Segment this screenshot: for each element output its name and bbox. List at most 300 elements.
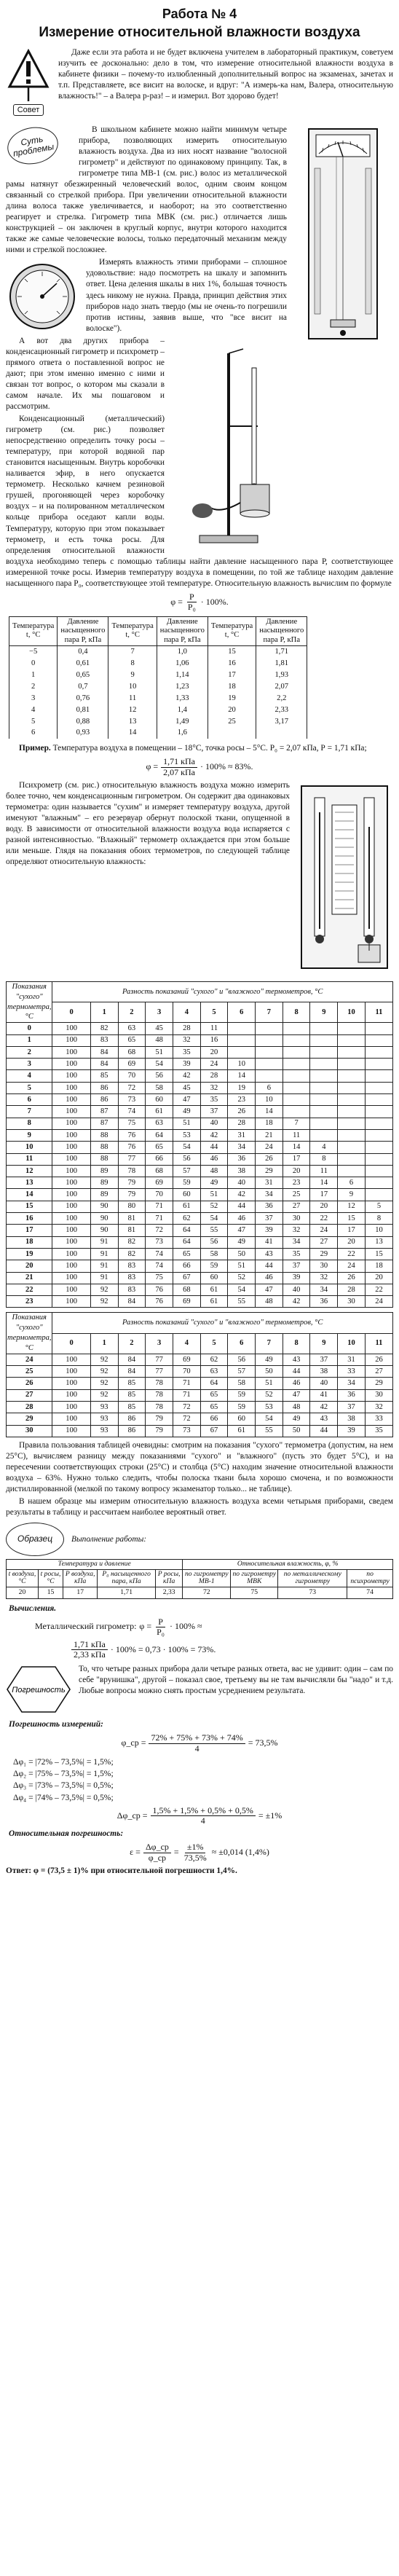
dew-header-2: Давление насыщенного пара P, кПа	[58, 617, 108, 646]
psy-cell: 79	[118, 1177, 146, 1189]
psy-cell	[310, 1106, 338, 1118]
results-group-2: Относительная влажность, φ, %	[183, 1560, 393, 1570]
psy-cell	[283, 1023, 310, 1034]
psy-cell: 72	[173, 1413, 200, 1425]
psy-cell: 26	[365, 1354, 392, 1365]
psy-col-header: 11	[365, 1002, 392, 1023]
mean-fraction	[149, 1733, 245, 1753]
psy-cell: 65	[118, 1034, 146, 1046]
psy-cell: 43	[256, 1248, 283, 1260]
psy-cell: 100	[52, 1366, 90, 1378]
psy-row-temp: 1	[7, 1034, 52, 1046]
psy-cell: 47	[228, 1225, 256, 1236]
dew-cell: 0,61	[58, 658, 108, 669]
psy-row-temp: 17	[7, 1225, 52, 1236]
psy-cell: 34	[338, 1378, 366, 1389]
psy-cell: 36	[228, 1153, 256, 1165]
dew-cell: 1,33	[157, 693, 208, 704]
psy-row	[7, 1118, 393, 1129]
dew-cell: 1,6	[157, 727, 208, 739]
relative-error-formula	[6, 1842, 393, 1862]
errors-heading: Погрешность измерений:	[9, 1720, 103, 1729]
psy-cell: 100	[52, 1260, 90, 1272]
calc-line2-tail: · 100% = 0,73 · 100% = 73%.	[110, 1644, 216, 1654]
psy-cell: 57	[173, 1165, 200, 1177]
psy-cell: 37	[256, 1213, 283, 1225]
example1-paragraph	[6, 743, 393, 754]
example1-lhs: φ =	[146, 761, 159, 772]
psy-cell: 100	[52, 1082, 90, 1093]
dew-row	[9, 658, 307, 669]
psy-cell: 35	[365, 1425, 392, 1437]
psy-cell: 40	[310, 1378, 338, 1389]
psy-cell: 51	[256, 1378, 283, 1389]
psy-cell: 16	[200, 1034, 228, 1046]
psy-cell: 100	[52, 1296, 90, 1308]
psy-cell: 86	[118, 1413, 146, 1425]
psy-cell: 56	[200, 1236, 228, 1248]
psy-cell: 34	[310, 1284, 338, 1295]
warning-sign-icon	[7, 49, 50, 103]
results-cell: 72	[183, 1587, 231, 1598]
psy-cell: 84	[118, 1354, 146, 1365]
results-cell: 73	[278, 1587, 347, 1598]
errors-label: Погрешность	[12, 1686, 66, 1695]
psy-row	[7, 1389, 393, 1401]
psy-cell: 42	[228, 1189, 256, 1201]
psy-cell	[310, 1059, 338, 1070]
psy-row	[7, 1094, 393, 1106]
calc-line2-den: 2,33 кПа	[74, 1649, 106, 1660]
dew-row	[9, 727, 307, 739]
psy-cell	[365, 1165, 392, 1177]
psy-cell: 63	[200, 1366, 228, 1378]
results-cell: 17	[63, 1587, 98, 1598]
psy-row-temp: 26	[7, 1378, 52, 1389]
psy-cell: 74	[146, 1260, 173, 1272]
dew-cell: 2,33	[256, 704, 307, 716]
psy-col-header: 3	[146, 1002, 173, 1023]
psy-row-temp: 21	[7, 1272, 52, 1284]
dew-cell: 0,7	[58, 681, 108, 693]
psy-cell: 77	[146, 1354, 173, 1365]
dew-cell: 2,2	[256, 693, 307, 704]
errors-badge	[6, 1664, 71, 1715]
dew-cell: 0,76	[58, 693, 108, 704]
psy-row-temp: 4	[7, 1070, 52, 1082]
psy-cell: 81	[118, 1213, 146, 1225]
psy-cell	[283, 1094, 310, 1106]
psy-cell: 52	[256, 1389, 283, 1401]
psy-cell	[310, 1046, 338, 1058]
psy-cell: 32	[283, 1225, 310, 1236]
psy-cell: 31	[228, 1129, 256, 1141]
example1-result: · 100% ≈ 83%.	[200, 761, 253, 772]
psy-cell: 8	[365, 1213, 392, 1225]
psy-cell: 20	[310, 1201, 338, 1212]
psy-cell	[283, 1059, 310, 1070]
psy-row	[7, 1366, 393, 1378]
example1-fraction	[161, 757, 197, 777]
psy-cell: 11	[283, 1129, 310, 1141]
psy-cell: 62	[173, 1213, 200, 1225]
mean-tail: = 73,5%	[248, 1737, 278, 1748]
psy-col-header: 5	[200, 1333, 228, 1354]
psy-cell: 44	[256, 1260, 283, 1272]
psy-cell: 61	[200, 1284, 228, 1295]
psy-cell: 52	[200, 1201, 228, 1212]
dew-cell: 2,07	[256, 681, 307, 693]
psy-cell: 31	[338, 1354, 366, 1365]
psy-cell: 60	[200, 1272, 228, 1284]
psy-cell: 67	[173, 1272, 200, 1284]
psy-cell: 58	[200, 1248, 228, 1260]
psy-cell: 100	[52, 1402, 90, 1413]
psy-cell: 39	[256, 1225, 283, 1236]
psy-cell	[365, 1189, 392, 1201]
psy-cell	[365, 1034, 392, 1046]
psy-cell: 14	[228, 1070, 256, 1082]
psy1-corner: Показания "сухого" термометра, °C	[7, 981, 52, 1022]
psy-row	[7, 1272, 393, 1284]
results-col-header: P росы, кПа	[155, 1569, 182, 1587]
psy-cell: 100	[52, 1165, 90, 1177]
psy-cell: 36	[310, 1296, 338, 1308]
psy-row	[7, 1413, 393, 1425]
psy-cell: 100	[52, 1201, 90, 1212]
psy-cell: 66	[146, 1153, 173, 1165]
psy-row-temp: 8	[7, 1118, 52, 1129]
psy-cell	[338, 1070, 366, 1082]
psy-cell: 100	[52, 1236, 90, 1248]
psy-cell: 46	[200, 1153, 228, 1165]
psy-row-temp: 29	[7, 1413, 52, 1425]
psychrometer-usage-1: Правила пользования таблицей очевидны: смотрим на показания "сухого" термометра (допустим, на нем 25°С), вычисляем разницу между показаниями "сухого" и "влажного" (пусть это будет 5°С), и на пересечении соответствующих строки (25°С) и столбца (5°С) находим значение относительной влажности воздуха – 63%. Нужно только следить, чтобы полоска ткани была хорошо смочена, и по возможности дистиллированной (мелкой по такому вопросу экзаменатор только... не таблице).	[6, 1440, 393, 1494]
psy-cell: 24	[310, 1225, 338, 1236]
mean-formula	[6, 1733, 393, 1753]
psy-row	[7, 1378, 393, 1389]
psy-cell	[228, 1046, 256, 1058]
psy-row	[7, 1354, 393, 1365]
results-col-header: по гигрометру МВ-1	[183, 1569, 231, 1587]
psy-cell: 69	[173, 1296, 200, 1308]
errors-intro: То, что четыре разных прибора дали четыре разных ответа, вас не удивит: один – сам по себе "врунишка", другой – показал свое, третьему вы не там вычисляли бы "надо" и т.д. Любые вопросы можно снять простым усреднением результата.	[79, 1665, 393, 1696]
psy-cell: 44	[200, 1142, 228, 1153]
results-cell: 20	[7, 1587, 39, 1598]
psy-row-temp: 30	[7, 1425, 52, 1437]
dew-cell: 13	[108, 716, 157, 728]
psy-col-header: 2	[118, 1333, 146, 1354]
psy-cell: 100	[52, 1106, 90, 1118]
psy-cell: 21	[256, 1129, 283, 1141]
psy-cell: 87	[90, 1106, 118, 1118]
psy-cell: 100	[52, 1070, 90, 1082]
results-col-header: t воздуха, °C	[7, 1569, 39, 1587]
psychrometric-table-1	[6, 981, 393, 1308]
psy-cell: 100	[52, 1225, 90, 1236]
psy-cell: 65	[173, 1248, 200, 1260]
psy-cell	[338, 1129, 366, 1141]
psy-cell	[365, 1118, 392, 1129]
psy-row-temp: 25	[7, 1366, 52, 1378]
psy-cell: 80	[118, 1201, 146, 1212]
psy-col-header: 7	[256, 1333, 283, 1354]
psy-cell: 100	[52, 1272, 90, 1284]
psy-cell: 48	[256, 1296, 283, 1308]
psy-cell: 86	[90, 1082, 118, 1093]
psy-cell: 28	[200, 1070, 228, 1082]
advice-label: Совет	[13, 104, 44, 117]
psy-cell: 78	[118, 1165, 146, 1177]
calc-line1-lhs: φ =	[139, 1621, 152, 1632]
psy-cell	[228, 1023, 256, 1034]
psy-row	[7, 1082, 393, 1093]
formula1-fraction	[186, 592, 198, 612]
psy-cell	[256, 1034, 283, 1046]
psy-cell: 22	[310, 1213, 338, 1225]
psy-cell: 83	[90, 1034, 118, 1046]
psy-cell	[256, 1046, 283, 1058]
psy-cell: 85	[90, 1070, 118, 1082]
psy-cell: 27	[283, 1201, 310, 1212]
dew-cell: 3,17	[256, 716, 307, 728]
psy-row-temp: 20	[7, 1260, 52, 1272]
psy-cell: 90	[90, 1225, 118, 1236]
psy-cell: 68	[118, 1046, 146, 1058]
psy-row-temp: 0	[7, 1023, 52, 1034]
dew-header-4: Давление насыщенного пара P, кПа	[157, 617, 208, 646]
results-cell: 75	[231, 1587, 278, 1598]
psy-cell: 36	[256, 1201, 283, 1212]
psy-cell	[310, 1094, 338, 1106]
psy-col-header: 4	[173, 1002, 200, 1023]
psy-cell	[310, 1118, 338, 1129]
psy-cell: 76	[118, 1129, 146, 1141]
psy-cell: 92	[90, 1366, 118, 1378]
results-row	[7, 1587, 393, 1598]
psy-cell: 9	[338, 1189, 366, 1201]
psy-cell: 78	[146, 1378, 173, 1389]
psy-cell	[338, 1023, 366, 1034]
example1-lead: Пример.	[19, 744, 51, 753]
psy-cell	[310, 1023, 338, 1034]
psy-row	[7, 1023, 393, 1034]
results-col-header: P₀ насыщенного пара, кПа	[98, 1569, 156, 1587]
psy-row	[7, 1129, 393, 1141]
psy-cell: 10	[365, 1225, 392, 1236]
problem-paragraph-2: Измерять влажность этими приборами – сплошное удовольствие: надо посмотреть на шкалу и запомнить ответ. Цена деления шкалы в них 1%, большая точность здесь никому не нужна. Правда, принцип действия этих приборов надо знать твердо (мы не очень-то погрешили против истины, заявив выше, что "все висит на волоске").	[86, 258, 287, 333]
psy-cell: 37	[338, 1402, 366, 1413]
results-cell: 1,71	[98, 1587, 156, 1598]
psy-cell: 56	[146, 1070, 173, 1082]
dew-cell: 1,4	[157, 704, 208, 716]
mean-err-fraction	[151, 1806, 256, 1826]
psy2-group: Разность показаний "сухого" и "влажного" термометров, °C	[52, 1313, 393, 1333]
formula1-tail: · 100%.	[200, 596, 229, 607]
psy-cell: 64	[173, 1236, 200, 1248]
psy-cell: 90	[90, 1213, 118, 1225]
psy-cell: 29	[310, 1248, 338, 1260]
psy-cell: 93	[90, 1425, 118, 1437]
psy-cell: 17	[310, 1189, 338, 1201]
formula1-num: P	[187, 592, 197, 602]
dew-header-3: Температура t, °C	[108, 617, 157, 646]
psy-cell: 24	[338, 1260, 366, 1272]
psy-cell: 92	[90, 1354, 118, 1365]
dew-cell: 9	[108, 669, 157, 681]
dew-row	[9, 669, 307, 681]
mean-err-lhs: Δφ_ср =	[116, 1810, 148, 1821]
psy-row	[7, 1059, 393, 1070]
psy-cell: 90	[90, 1201, 118, 1212]
psy-cell: 58	[228, 1378, 256, 1389]
psy-cell: 31	[256, 1177, 283, 1189]
results-group-1: Температура и давление	[7, 1560, 183, 1570]
psy-cell: 28	[338, 1284, 366, 1295]
psy-col-header: 5	[200, 1002, 228, 1023]
psy-cell: 86	[90, 1094, 118, 1106]
psy-cell: 30	[283, 1213, 310, 1225]
psy-col-header: 10	[338, 1002, 366, 1023]
psy-cell: 92	[90, 1378, 118, 1389]
psy-row	[7, 1296, 393, 1308]
psy-cell: 73	[173, 1425, 200, 1437]
psy-cell	[338, 1118, 366, 1129]
results-cell: 15	[38, 1587, 63, 1598]
psy-cell: 60	[146, 1094, 173, 1106]
psy-cell: 100	[52, 1059, 90, 1070]
psy-cell: 55	[228, 1296, 256, 1308]
psy-cell: 100	[52, 1153, 90, 1165]
psy-cell: 39	[173, 1059, 200, 1070]
rel-fraction-2	[182, 1842, 209, 1862]
psy-cell: 92	[90, 1389, 118, 1401]
calc-label: Вычисления.	[9, 1603, 57, 1613]
psy-cell	[338, 1094, 366, 1106]
psy-row-temp: 28	[7, 1402, 52, 1413]
psy-cell: 73	[118, 1094, 146, 1106]
psy-cell	[338, 1059, 366, 1070]
psy-cell	[283, 1046, 310, 1058]
psy-cell: 64	[200, 1378, 228, 1389]
psy-cell: 68	[146, 1165, 173, 1177]
psy-cell: 56	[173, 1153, 200, 1165]
psy-cell: 27	[310, 1236, 338, 1248]
psy-col-header: 8	[283, 1333, 310, 1354]
psy-cell: 51	[146, 1046, 173, 1058]
psy-cell: 43	[283, 1354, 310, 1365]
psy-row-temp: 18	[7, 1236, 52, 1248]
mean-error-formula	[6, 1806, 393, 1826]
psy-cell: 71	[146, 1213, 173, 1225]
psy-cell: 54	[173, 1142, 200, 1153]
example1-den: 2,07 кПа	[163, 766, 195, 777]
psy-cell: 23	[228, 1094, 256, 1106]
psy-cell	[283, 1082, 310, 1093]
psy-row	[7, 1106, 393, 1118]
psy-cell	[365, 1142, 392, 1153]
psy-row	[7, 1248, 393, 1260]
psy-cell: 60	[173, 1189, 200, 1201]
psy-col-header: 6	[228, 1002, 256, 1023]
rel-lhs: ε =	[130, 1847, 141, 1858]
psy-cell: 43	[310, 1413, 338, 1425]
dew-header-1: Температура t, °C	[9, 617, 58, 646]
psy-cell: 42	[283, 1296, 310, 1308]
psy-cell: 82	[118, 1236, 146, 1248]
problem-paragraph-3: А вот два других прибора – конденсационный гигрометр и психрометр – прямого ответа о поставленной вопрос не дают; при этом именно именно с ними и связан тот вопрос, о котором мы сказали в самом начале. Их мы пошаговом и рассмотрим.	[6, 336, 165, 411]
psy-cell: 59	[173, 1177, 200, 1189]
psy-cell: 100	[52, 1213, 90, 1225]
psy-cell: 78	[146, 1389, 173, 1401]
psy-col-header: 7	[256, 1002, 283, 1023]
mean-err-tail: = ±1%	[258, 1810, 283, 1821]
psy-cell: 25	[283, 1189, 310, 1201]
problem-label: Суть проблемы	[4, 123, 61, 168]
psy-row-temp: 24	[7, 1354, 52, 1365]
psy-cell: 49	[200, 1177, 228, 1189]
psy-cell: 18	[256, 1118, 283, 1129]
dew-cell: 5	[9, 716, 58, 728]
psy-col-header: 10	[338, 1333, 366, 1354]
psy-cell	[256, 1023, 283, 1034]
results-col-header: P воздуха, кПа	[63, 1569, 98, 1587]
dew-cell: 0	[9, 658, 58, 669]
psy-cell: 33	[338, 1366, 366, 1378]
psy-cell: 84	[90, 1059, 118, 1070]
psy-cell: 34	[256, 1189, 283, 1201]
mean-err-den: 4	[200, 1815, 205, 1826]
psy-col-header: 1	[90, 1002, 118, 1023]
dew-cell: 0,88	[58, 716, 108, 728]
psy-cell: 54	[256, 1413, 283, 1425]
delta-line-2: Δφ₂ = |75% – 73,5%| = 1,5%;	[13, 1769, 114, 1779]
psy-cell: 48	[146, 1034, 173, 1046]
psy-cell: 26	[256, 1153, 283, 1165]
dew-cell: 1,23	[157, 681, 208, 693]
psy-cell	[310, 1082, 338, 1093]
psy-row	[7, 1153, 393, 1165]
psy-cell: 63	[146, 1118, 173, 1129]
results-cell: 2,33	[155, 1587, 182, 1598]
results-col-header: по металлическому гигрометру	[278, 1569, 347, 1587]
psy-cell: 87	[90, 1118, 118, 1129]
psy-cell	[283, 1070, 310, 1082]
dew-cell: 15	[208, 645, 256, 657]
results-cell: 74	[347, 1587, 393, 1598]
psy-cell: 62	[200, 1354, 228, 1365]
psy-cell: 61	[173, 1201, 200, 1212]
dew-cell: 4	[9, 704, 58, 716]
dew-cell: 1,71	[256, 645, 307, 657]
psy-cell: 70	[173, 1366, 200, 1378]
psy-col-header: 11	[365, 1333, 392, 1354]
psy-cell: 35	[283, 1248, 310, 1260]
psy-cell: 89	[90, 1189, 118, 1201]
psy-cell	[256, 1070, 283, 1082]
psy-cell: 69	[173, 1354, 200, 1365]
psy-cell: 7	[283, 1118, 310, 1129]
psy-cell: 52	[228, 1272, 256, 1284]
mean-num: 72% + 75% + 73% + 74%	[149, 1733, 245, 1743]
psy-cell: 34	[283, 1236, 310, 1248]
psy-cell: 48	[283, 1402, 310, 1413]
psy-cell: 48	[200, 1165, 228, 1177]
psy-cell: 93	[90, 1402, 118, 1413]
psy-cell: 51	[200, 1189, 228, 1201]
psy-cell: 100	[52, 1129, 90, 1141]
psy-cell: 75	[146, 1272, 173, 1284]
